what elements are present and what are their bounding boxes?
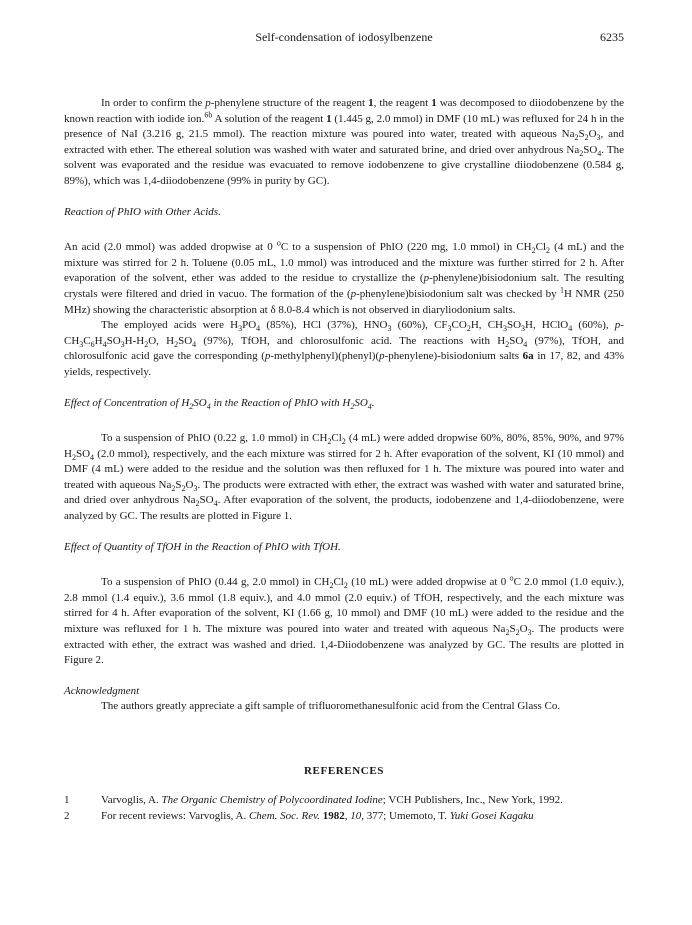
reference-text: Varvoglis, A. The Organic Chemistry of Polycoordinated Iodine; VCH Publishers, Inc., New York, 1992. — [101, 794, 563, 806]
article-body — [64, 96, 624, 824]
section-title-other-acids: Reaction of PhIO with Other Acids. — [64, 205, 221, 218]
paragraph-employed-acids: The employed acids were $H_3PO_4$ (85%), HCl (37%), $HNO_3$ (60%), $CF_3CO_2H$, $CH_3SO_3H$, HClO$_4$ (60%), $p-CH_3C_6H_4SO_3H-H_2O$, $H_2SO_4$ (97%), TfOH, and chlorosulfonic acid. The reactions with $H_2SO_4$ (97%), TfOH, and chlorosulfonic acid gave the corresponding (p-methylphenyl)(phenyl)(p-phenylene)-bisiodonium salts 6a in 17, 82, and 43% yields, respectively. — [64, 319, 624, 378]
section-title-acknowledgment: Acknowledgment — [64, 684, 140, 697]
section-title-h2so4-concentration: Effect of Concentration of $H_2SO_4$ in the Reaction of PhIO with $H_2SO_4$. — [64, 396, 375, 411]
reference-number: 2 — [64, 809, 70, 822]
paragraph-acknowledgment: The authors greatly appreciate a gift sample of trifluoromethanesulfonic acid from the Central Glass Co. — [101, 700, 561, 713]
running-title: Self-condensation of iodosylbenzene — [255, 30, 433, 44]
paragraph-acid-procedure: An acid (2.0 mmol) was added dropwise at 0 $^o$C to a suspension of PhIO (220 mg, 1.0 mmol) in $CH_2Cl_2$ (4 mL) and the mixture was stirred for 2 h. Toluene (0.05 mL, 1.0 mmol) was introduced and the mixture was further stirred for 2 h. After evaporation of the solvent, ether was added to the residue to crystallize the (p-phenylene)bisiodonium salt. The resulting crystals were filtered and dried in vacuo. The formation of the (p-phenylene)bisiodonium salt was checked by $^1$H NMR (250 MHz) showing the characteristic absorption at δ 8.0-8.4 which is not observed in diaryliodonium salts. — [64, 238, 624, 316]
paragraph-decomposition: In order to confirm the p-phenylene structure of the reagent 1, the reagent 1 was decomposed to diiodobenzene by the known reaction with iodide ion.$^{6b}$ A solution of the reagent 1 (1.445 g, 2.0 mmol) in DMF (10 mL) was refluxed for 24 h in the presence of NaI (3.216 g, 21.5 mmol). The reaction mixture was poured into water, treated with aqueous $Na_2S_2O_3$, and extracted with ether. The ethereal solution was washed with water and saturated brine, and dried over anhydrous $Na_2SO_4$. The solvent was evaporated and the residue was evacuated to remove iodobenzene to give crystalline diiodobenzene (0.584 g, 89%), which was 1,4-diiodobenzene (99% in purity by GC). — [64, 97, 625, 187]
page-number: 6235 — [600, 30, 624, 44]
reference-number: 1 — [64, 794, 70, 806]
reference-list — [64, 793, 624, 824]
page-header — [64, 30, 624, 46]
reference-item — [64, 809, 624, 825]
reference-item — [64, 793, 624, 809]
reference-text: For recent reviews: Varvoglis, A. Chem. Soc. Rev. 1982, 10, 377; Umemoto, T. Yuki Gosei Kagaku — [101, 809, 534, 822]
section-title-tfoh-quantity: Effect of Quantity of TfOH in the Reaction of PhIO with TfOH. — [64, 540, 341, 553]
references-heading: REFERENCES — [304, 765, 384, 777]
paragraph-h2so4-procedure: To a suspension of PhIO (0.22 g, 1.0 mmol) in $CH_2Cl_2$ (4 mL) were added dropwise 60%, 80%, 85%, 90%, and 97% $H_2SO_4$ (2.0 mmol), respectively, and the each mixture was stirred for 2 h. After evaporation of the solvent, KI (10 mmol) and DMF (4 mL) were added to the residue and the solution was then refluxed for 1 h. The mixture was poured into water and treated with aqueous $Na_2S_2O_3$. The products were extracted with ether, the extract was washed with water and saturated brine, and dried over anhydrous $Na_2SO_4$. After evaporation of the solvent, the products, iodobenzene and 1,4-diiodobenzene, were analyzed by GC. The results are plotted in Figure 1. — [64, 432, 624, 523]
paragraph-tfoh-procedure: To a suspension of PhIO (0.44 g, 2.0 mmol) in $CH_2Cl_2$ (10 mL) were added dropwise at 0 $^o$C 2.0 mmol (1.0 equiv.), 2.8 mmol (1.4 equiv.), 3.6 mmol (1.8 equiv.), and 4.0 mmol (2.0 equiv.) of TfOH, respectively, and the each mixture was stirred for 4 h. After evaporation of the solvent, KI (1.66 g, 10 mmol) and DMF (10 mL) were added to the residue and the mixture was refluxed for 1 h. The mixture was poured into water and treated with aqueous $Na_2S_2O_3$. The products were extracted with ether, the extract was washed and dried. 1,4-Diiodobenzene was analyzed by GC. The results are plotted in Figure 2. — [64, 573, 624, 667]
